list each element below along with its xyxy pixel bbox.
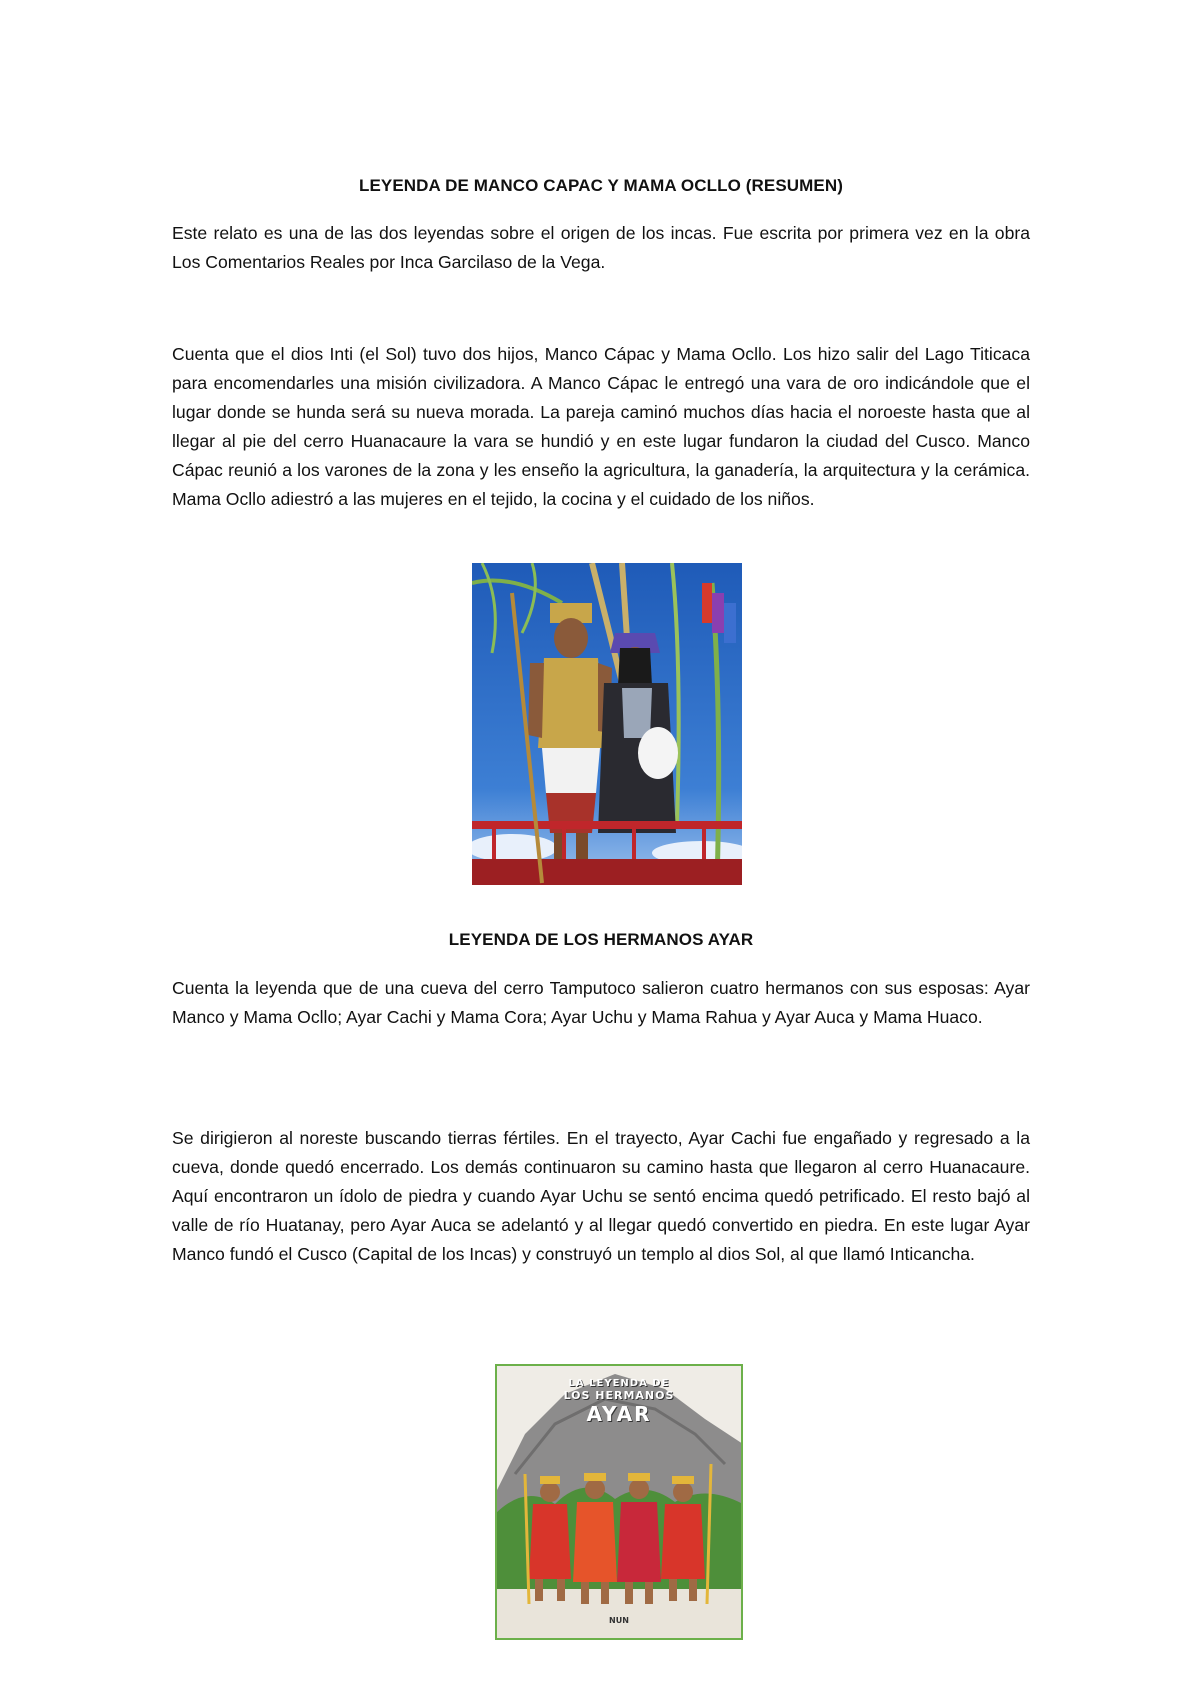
- section-title-hermanos-ayar: LEYENDA DE LOS HERMANOS AYAR: [448, 930, 754, 949]
- book-cover-title: [495, 1378, 743, 1426]
- intro-paragraph-hermanos-ayar: Cuenta la leyenda que de una cueva del cerro Tamputoco salieron cuatro hermanos con sus esposas: Ayar Manco y Mama Ocllo; Ayar Cachi y Mama Cora; Ayar Uchu y Mama Rahua y Ayar Auca y Mama Huaco.: [172, 978, 1030, 1027]
- section-hermanos-ayar: [172, 930, 1030, 950]
- photo-manco-capac-mama-ocllo: [472, 563, 742, 885]
- body-paragraph-manco-capac: Cuenta que el dios Inti (el Sol) tuvo dos hijos, Manco Cápac y Mama Ocllo. Los hizo salir del Lago Titicaca para encomendarles una misión civilizadora. A Manco Cápac le entregó una vara de oro indicándole que el lugar donde se hunda será su nueva morada. La pareja caminó muchos días hacia el noroeste hasta que al llegar al pie del cerro Huanacaure la vara se hundió y en este lugar fundaron la ciudad del Cusco. Manco Cápac reunió a los varones de la zona y les enseño la agricultura, la ganadería, la arquitectura y la cerámica. Mama Ocllo adiestró a las mujeres en el tejido, la cocina y el cuidado de los niños.: [172, 344, 1030, 509]
- section-manco-capac: [172, 176, 1030, 196]
- book-cover-hermanos-ayar: [495, 1364, 743, 1640]
- section-title-manco-capac: LEYENDA DE MANCO CAPAC Y MAMA OCLLO (RESUMEN): [359, 176, 843, 195]
- body-paragraph-container-2: [172, 1124, 1030, 1269]
- intro-paragraph-container: [172, 219, 1030, 277]
- body-paragraph-hermanos-ayar: Se dirigieron al noreste buscando tierras fértiles. En el trayecto, Ayar Cachi fue engañado y regresado a la cueva, donde quedó encerrado. Los demás continuaron su camino hasta que llegaron al cerro Huanacaure. Aquí encontraron un ídolo de piedra y cuando Ayar Uchu se sentó encima quedó petrificado. El resto bajó al valle de río Huatanay, pero Ayar Auca se adelantó y al llegar quedó convertido en piedra. En este lugar Ayar Manco fundó el Cusco (Capital de los Incas) y construyó un templo al dios Sol, al que llamó Inticancha.: [172, 1128, 1030, 1264]
- intro-paragraph-container-2: [172, 974, 1030, 1032]
- intro-paragraph-manco-capac: Este relato es una de las dos leyendas sobre el origen de los incas. Fue escrita por primera vez en la obra Los Comentarios Reales por Inca Garcilaso de la Vega.: [172, 223, 1030, 272]
- book-cover-title-line1: LA LEYENDA DE: [568, 1378, 670, 1389]
- book-cover-publisher: NUN: [609, 1616, 629, 1625]
- book-cover-title-line3: AYAR: [586, 1402, 652, 1426]
- book-cover-title-line2: LOS HERMANOS: [563, 1389, 675, 1402]
- body-paragraph-container: [172, 340, 1030, 514]
